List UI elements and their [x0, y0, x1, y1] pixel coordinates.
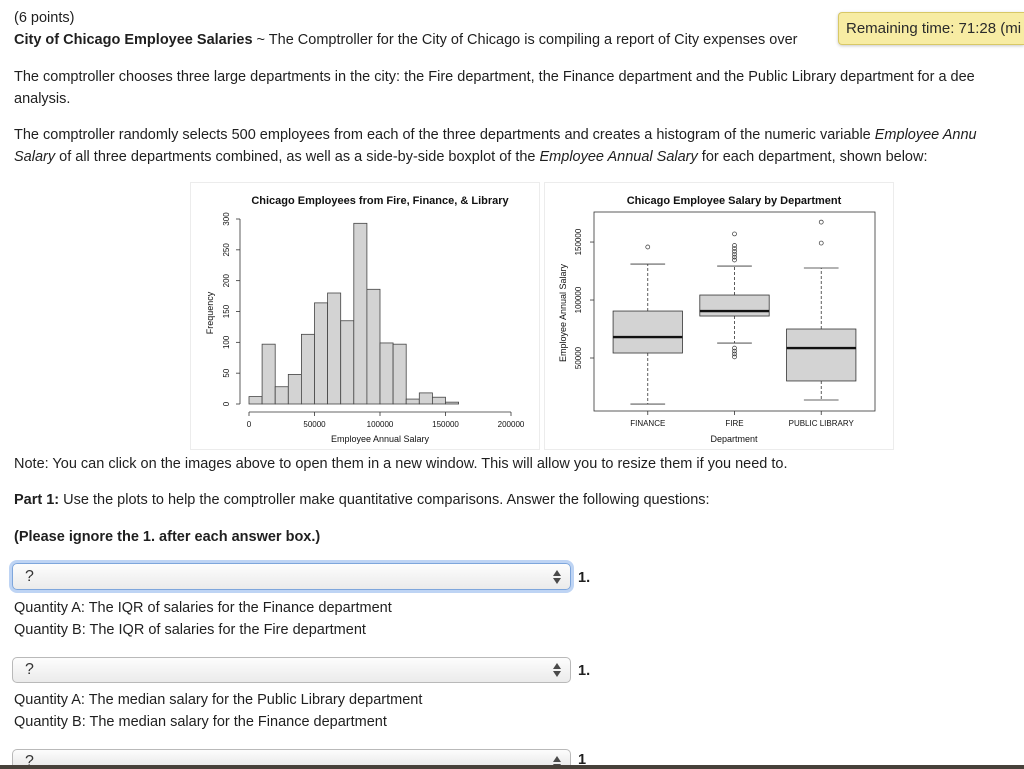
histogram-bars — [249, 223, 459, 404]
histogram-bar — [341, 321, 354, 404]
quantity-a: Quantity A: The IQR of salaries for the Finance department — [14, 600, 392, 616]
answer-select-value: ? — [25, 661, 34, 678]
remaining-time-badge: Remaining time: 71:28 (mi — [838, 12, 1024, 45]
boxplot-x-axis — [630, 411, 854, 428]
boxplot-outlier — [733, 355, 737, 359]
select-arrows-icon — [553, 570, 561, 584]
histogram-bar — [354, 223, 367, 404]
histogram-x-tick-label: 0 — [246, 420, 252, 429]
answer-suffix: 1 — [578, 752, 587, 765]
histogram-x-tick-label: 100000 — [366, 420, 394, 429]
answer-select-value: ? — [25, 567, 34, 585]
boxplot-y-tick-label: 150000 — [574, 228, 583, 256]
histogram-bar — [301, 334, 314, 404]
description-line-2 — [14, 147, 1024, 167]
description-line-1 — [14, 125, 1024, 145]
histogram-y-tick-label: 50 — [222, 368, 231, 378]
boxplot-box — [613, 311, 682, 353]
description-variable: Employee Annu — [874, 127, 977, 143]
histogram-y-axis — [222, 212, 240, 406]
histogram-y-tick-label: 300 — [222, 212, 231, 226]
histogram-bar — [419, 393, 432, 404]
boxplot-outlier — [733, 258, 737, 262]
boxplot-y-axis — [574, 228, 594, 369]
histogram-x-tick-label: 150000 — [432, 420, 459, 429]
histogram-y-axis-label: Frequency — [205, 291, 215, 335]
boxplot-outlier — [646, 245, 650, 249]
boxplot-category-label: FIRE — [725, 419, 744, 428]
boxplot-group — [700, 232, 769, 359]
boxplot-title: Chicago Employee Salary by Department — [626, 195, 842, 207]
histogram-bar — [393, 344, 406, 404]
answer-select-2[interactable] — [12, 657, 571, 683]
intro-line-2: analysis. — [14, 91, 71, 107]
boxplot-category-label: PUBLIC LIBRARY — [788, 419, 854, 428]
histogram-x-axis — [247, 412, 525, 429]
question-title-text: ~ The Comptroller for the City of Chicago is compiling a report of City expenses over — [252, 32, 798, 48]
histogram-bar — [328, 293, 341, 404]
description-variable: Employee Annual Salary — [539, 149, 698, 165]
boxplot-category-label: FINANCE — [630, 419, 666, 428]
answer-select-1[interactable] — [12, 563, 571, 590]
histogram-bar — [262, 344, 275, 404]
histogram-y-tick-label: 250 — [222, 243, 231, 257]
boxplot-box — [700, 295, 769, 316]
histogram-y-tick-label: 100 — [222, 335, 231, 350]
boxplot-outlier — [819, 241, 823, 245]
histogram-image[interactable] — [191, 183, 539, 449]
histogram-bar — [446, 402, 459, 404]
boxplot-image[interactable] — [545, 183, 893, 449]
histogram-x-axis-label: Employee Annual Salary — [330, 434, 430, 444]
note-text: Note: You can click on the images above to open them in a new window. This will allow you to resize them if you need to. — [14, 456, 788, 472]
intro-line-1: The comptroller chooses three large departments in the city: the Fire department, the Finance department and the Public Library department for a dee — [14, 69, 975, 85]
histogram-bar — [288, 374, 301, 404]
quantity-b: Quantity B: The IQR of salaries for the Fire department — [14, 622, 366, 638]
select-arrows-icon — [553, 756, 561, 765]
histogram-bar — [432, 397, 445, 404]
answer-suffix: 1. — [578, 663, 591, 679]
boxplot-outlier — [733, 232, 737, 236]
select-arrows-icon — [553, 663, 561, 677]
boxplot-group — [787, 220, 856, 400]
description-text: The comptroller randomly selects 500 employees from each of the three departments and creates a histogram of the numeric variable — [14, 127, 875, 143]
answer-select-value: ? — [25, 753, 34, 765]
histogram-x-tick-label: 50000 — [303, 420, 326, 429]
window-bottom-edge — [0, 765, 1024, 769]
part-1-label: Part 1: — [14, 492, 60, 508]
question-title-bold: City of Chicago Employee Salaries — [14, 32, 253, 48]
histogram-y-tick-label: 150 — [222, 304, 231, 319]
histogram-bar — [406, 399, 419, 404]
histogram-bar — [380, 343, 393, 404]
histogram-title: Chicago Employees from Fire, Finance, & Library — [251, 195, 509, 207]
quantity-b: Quantity B: The median salary for the Finance department — [14, 714, 387, 730]
answer-suffix: 1. — [578, 570, 591, 586]
histogram-bar — [275, 387, 288, 404]
description-text: of all three departments combined, as well as a side-by-side boxplot of the — [55, 149, 540, 165]
answer-select-3[interactable] — [12, 749, 571, 765]
histogram-bar — [367, 289, 380, 404]
boxplot-box — [787, 329, 856, 381]
histogram-plot — [191, 183, 539, 449]
quantity-a: Quantity A: The median salary for the Public Library department — [14, 692, 423, 708]
boxplot-groups — [613, 220, 856, 404]
histogram-bar — [249, 397, 262, 404]
part-1-heading — [14, 490, 1024, 510]
histogram-bar — [315, 303, 328, 404]
boxplot-outlier — [819, 220, 823, 224]
instruction-text: (Please ignore the 1. after each answer box.) — [14, 529, 321, 545]
boxplot-group — [613, 245, 682, 404]
description-variable: Salary — [14, 149, 56, 165]
boxplot-y-axis-label: Employee Annual Salary — [558, 263, 568, 363]
description-text: for each department, shown below: — [697, 149, 928, 165]
histogram-y-tick-label: 0 — [222, 401, 231, 407]
histogram-y-tick-label: 200 — [222, 273, 231, 288]
points-label: (6 points) — [14, 10, 75, 26]
boxplot-plot — [545, 183, 893, 449]
part-1-text: Use the plots to help the comptroller make quantitative comparisons. Answer the following questions: — [59, 492, 710, 508]
boxplot-y-tick-label: 100000 — [574, 286, 583, 314]
boxplot-y-tick-label: 50000 — [574, 346, 583, 370]
histogram-x-tick-label: 200000 — [497, 420, 525, 429]
boxplot-x-axis-label: Department — [710, 434, 758, 444]
